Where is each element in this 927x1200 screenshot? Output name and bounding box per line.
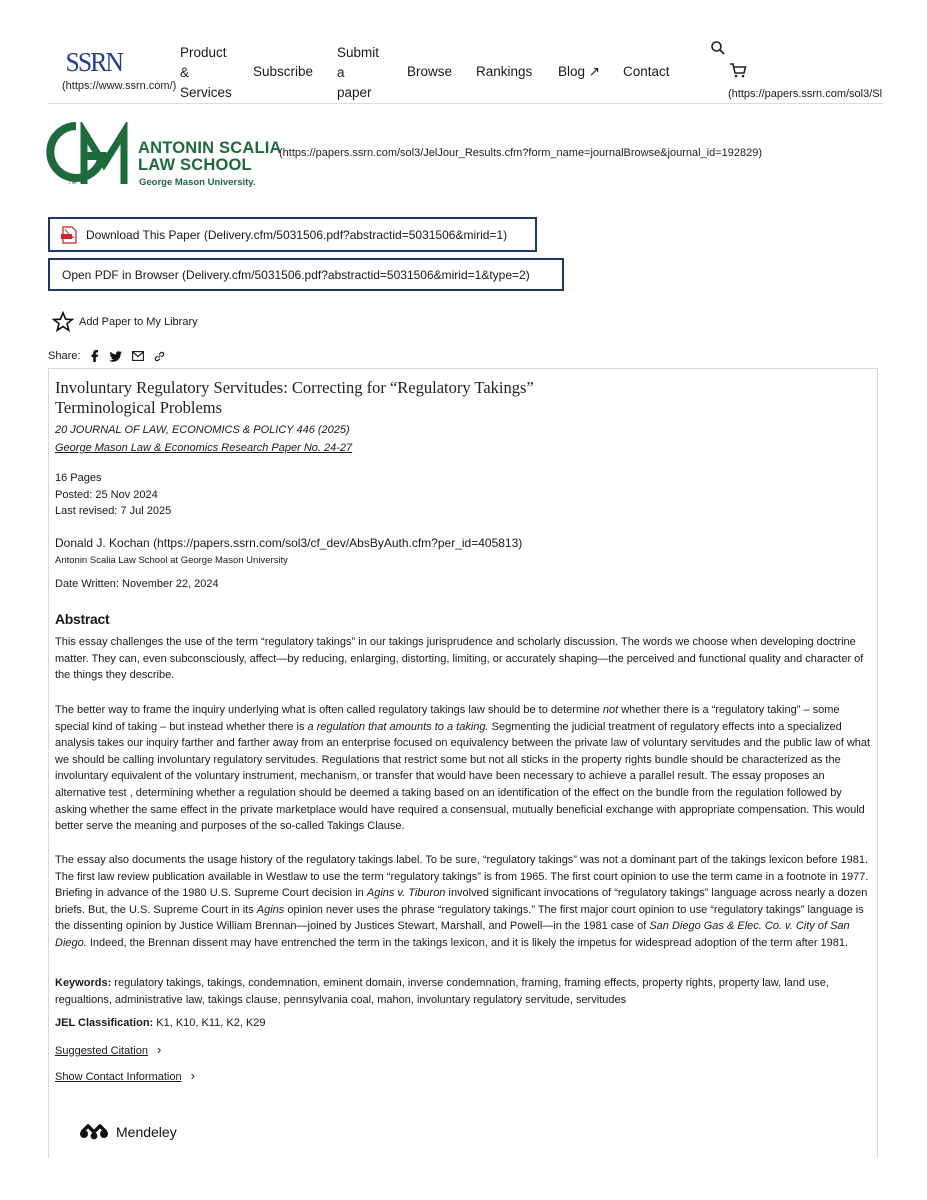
keywords — [55, 975, 872, 1008]
nav-label: paper — [337, 85, 372, 100]
mendeley-button[interactable] — [78, 1122, 177, 1142]
date-written: Date Written: November 22, 2024 — [55, 578, 219, 590]
text-run-italic: Agins v. Tiburon — [366, 887, 446, 900]
paper-meta — [55, 470, 171, 520]
nav-submit-paper[interactable] — [337, 43, 379, 103]
abstract-paragraph-2 — [55, 702, 872, 835]
mendeley-icon — [78, 1122, 110, 1142]
star-icon — [52, 311, 74, 333]
nav-browse[interactable]: Browse — [407, 64, 453, 79]
text-run: whether there is a “regulatory taking” – some special kind of taking – but instead whether there is — [55, 704, 840, 733]
ssrn-logo[interactable]: SSRN — [65, 47, 123, 77]
text-run: Indeed, the Brennan dissent may have entrenched the term in the takings lexicon, and it is likely the impetus for widespread adoption of the term after 1981. — [86, 936, 849, 949]
chevron-right-icon: › — [157, 1042, 162, 1057]
nav-subscribe[interactable]: Subscribe — [253, 64, 314, 79]
nav-label: Product — [180, 45, 227, 60]
email-icon[interactable] — [132, 351, 144, 361]
twitter-icon[interactable] — [109, 351, 122, 362]
text-run: The essay also documents the usage history of the regulatory takings label. To be sure, “regulatory takings” was not a dominant part of the takings lexicon before 1981. The first law review publication available in Westlaw to use the term “regulatory takings” is from 1965. The first court opinion to use the term came in a footnote in 1977. Briefing in advance of the 1980 U.S. Supreme Court decision in — [55, 854, 869, 900]
text-run-italic: not — [602, 704, 619, 716]
text-run-italic: San Diego Gas & Elec. Co. v. City of San Diego. — [55, 920, 850, 949]
search-icon[interactable] — [710, 40, 726, 56]
download-label: Download This Paper (Delivery.cfm/5031506.pdf?abstractid=5031506&mirid=1) — [86, 227, 508, 242]
nav-label: & — [180, 65, 190, 80]
logo-line: ANTONIN SCALIA — [138, 139, 282, 157]
show-contact-label: Show Contact Information — [55, 1071, 182, 1083]
title-line: Involuntary Regulatory Servitudes: Correcting for “Regulatory Takings” — [55, 378, 534, 397]
cart-icon[interactable] — [729, 62, 747, 78]
open-pdf-button[interactable] — [48, 258, 564, 291]
show-contact-toggle[interactable] — [55, 1068, 195, 1083]
author-link[interactable]: Donald J. Kochan (https://papers.ssrn.com/sol3/cf_dev/AbsByAuth.cfm?per_id=405813) — [55, 536, 523, 550]
gmu-logo-mark[interactable] — [46, 122, 132, 186]
author-affiliation: Antonin Scalia Law School at George Mason University — [55, 555, 288, 566]
text-run: Segmenting the judicial treatment of regulatory effects into a specialized analysis takes our inquiry farther and farther away from an enterprise focused on equivalency between the private law of voluntary servitudes and the public law of what we should be calling involuntary regulatory servitudes. Regulations that restrict some but not all sticks in the property rights bundle should be characterized as the involuntary equivalent of the voluntary instrument, mechanism, or transfer that would have been necessary to achieve a parallel result. The essay proposes an alternative test , determining whether a regulation should be deemed a taking based on an identification of the effect on the bundle from the regulation followed by asking whether the same effect in the private marketplace would have required a consensual, mutually beneficial exchange with appropriate compensation. This would better serve the meaning and purposes of the so-called Takings Clause. — [55, 720, 871, 833]
title-line: Terminological Problems — [55, 398, 223, 417]
nav-blog[interactable]: Blog ↗ — [558, 64, 601, 79]
nav-label: Services — [180, 85, 232, 100]
journal-citation: 20 JOURNAL OF LAW, ECONOMICS & POLICY 446 (2025) — [55, 424, 350, 436]
paper-title — [55, 378, 655, 418]
link-icon[interactable] — [154, 351, 165, 362]
text-run: The better way to frame the inquiry underlying what is often called regulatory takings law should be to determine — [55, 704, 603, 716]
research-paper-series-link[interactable]: George Mason Law & Economics Research Paper No. 24-27 — [55, 442, 353, 454]
jel-label: JEL Classification: — [55, 1017, 154, 1029]
gmu-logo-subtext: George Mason University. — [139, 177, 256, 188]
suggested-citation-label: Suggested Citation — [55, 1045, 148, 1057]
keywords-label: Keywords: — [55, 977, 112, 989]
suggested-citation-toggle[interactable] — [55, 1042, 161, 1057]
add-library-label: Add Paper to My Library — [79, 316, 198, 328]
gmu-logo-text[interactable] — [138, 140, 282, 174]
mendeley-label: Mendeley — [116, 1124, 177, 1140]
nav-label: a — [337, 65, 345, 80]
share-bar — [48, 350, 165, 362]
abstract-heading: Abstract — [55, 611, 110, 627]
jel-classification — [55, 1017, 266, 1029]
nav-product-services[interactable] — [180, 43, 232, 103]
header-divider — [48, 103, 884, 104]
text-run: opinion never uses the phrase “regulatory takings.” The first major court opinion to use “regulatory takings” language is the dissenting opinion by Justice William Brennan—joined by Justices Stewart, Marshall, and Powell—in the 1981 case of — [55, 903, 864, 933]
facebook-icon[interactable] — [90, 350, 99, 362]
journal-url[interactable]: (https://papers.ssrn.com/sol3/JelJour_Results.cfm?form_name=journalBrowse&journal_id=192829) — [279, 147, 763, 159]
add-to-library-button[interactable] — [52, 311, 198, 333]
ssrn-logo-url[interactable]: (https://www.ssrn.com/) — [62, 80, 177, 92]
revised-date: Last revised: 7 Jul 2025 — [55, 505, 172, 517]
text-run: involved significant invocations of “regulatory takings” language across nearly a dozen briefs. But, the U.S. Supreme Court in its — [55, 887, 868, 916]
trademark-mark: TM — [68, 180, 77, 186]
nav-rankings[interactable]: Rankings — [476, 64, 533, 79]
abstract-paragraph-3 — [55, 852, 872, 952]
nav-contact[interactable]: Contact — [623, 64, 670, 79]
cart-url[interactable]: (https://papers.ssrn.com/sol3/Sl — [728, 88, 883, 100]
logo-line: LAW SCHOOL — [138, 156, 252, 174]
nav-label: Submit — [337, 45, 380, 60]
page-count: 16 Pages — [55, 472, 102, 484]
share-label: Share: — [48, 350, 81, 362]
keywords-text: regulatory takings, takings, condemnation, eminent domain, inverse condemnation, framing, framing effects, property rights, property law, land use, regualtions, administrative law, takings clause, pennsylvania coal, mahon, involuntary regulatory servitude, servitudes — [55, 977, 829, 1006]
text-run-italic: Agins — [256, 903, 285, 916]
open-pdf-label: Open PDF in Browser (Delivery.cfm/5031506.pdf?abstractid=5031506&mirid=1&type=2) — [62, 267, 530, 282]
jel-text: K1, K10, K11, K2, K29 — [153, 1017, 266, 1029]
download-paper-button[interactable] — [48, 217, 537, 252]
text-run-italic: a regulation that amounts to a taking. — [307, 720, 489, 733]
posted-date: Posted: 25 Nov 2024 — [55, 488, 158, 501]
chevron-right-icon: › — [190, 1068, 195, 1083]
pdf-icon — [60, 226, 78, 244]
abstract-paragraph-1: This essay challenges the use of the term “regulatory takings” in our takings jurisprudence and scholarly discussion. The words we choose when developing doctrine matter. They can, even subconsciously, affect—by reducing, enlarging, distorting, limiting, or accurately shaping—the perceived and functional quality and character of the things they describe. — [55, 636, 864, 682]
